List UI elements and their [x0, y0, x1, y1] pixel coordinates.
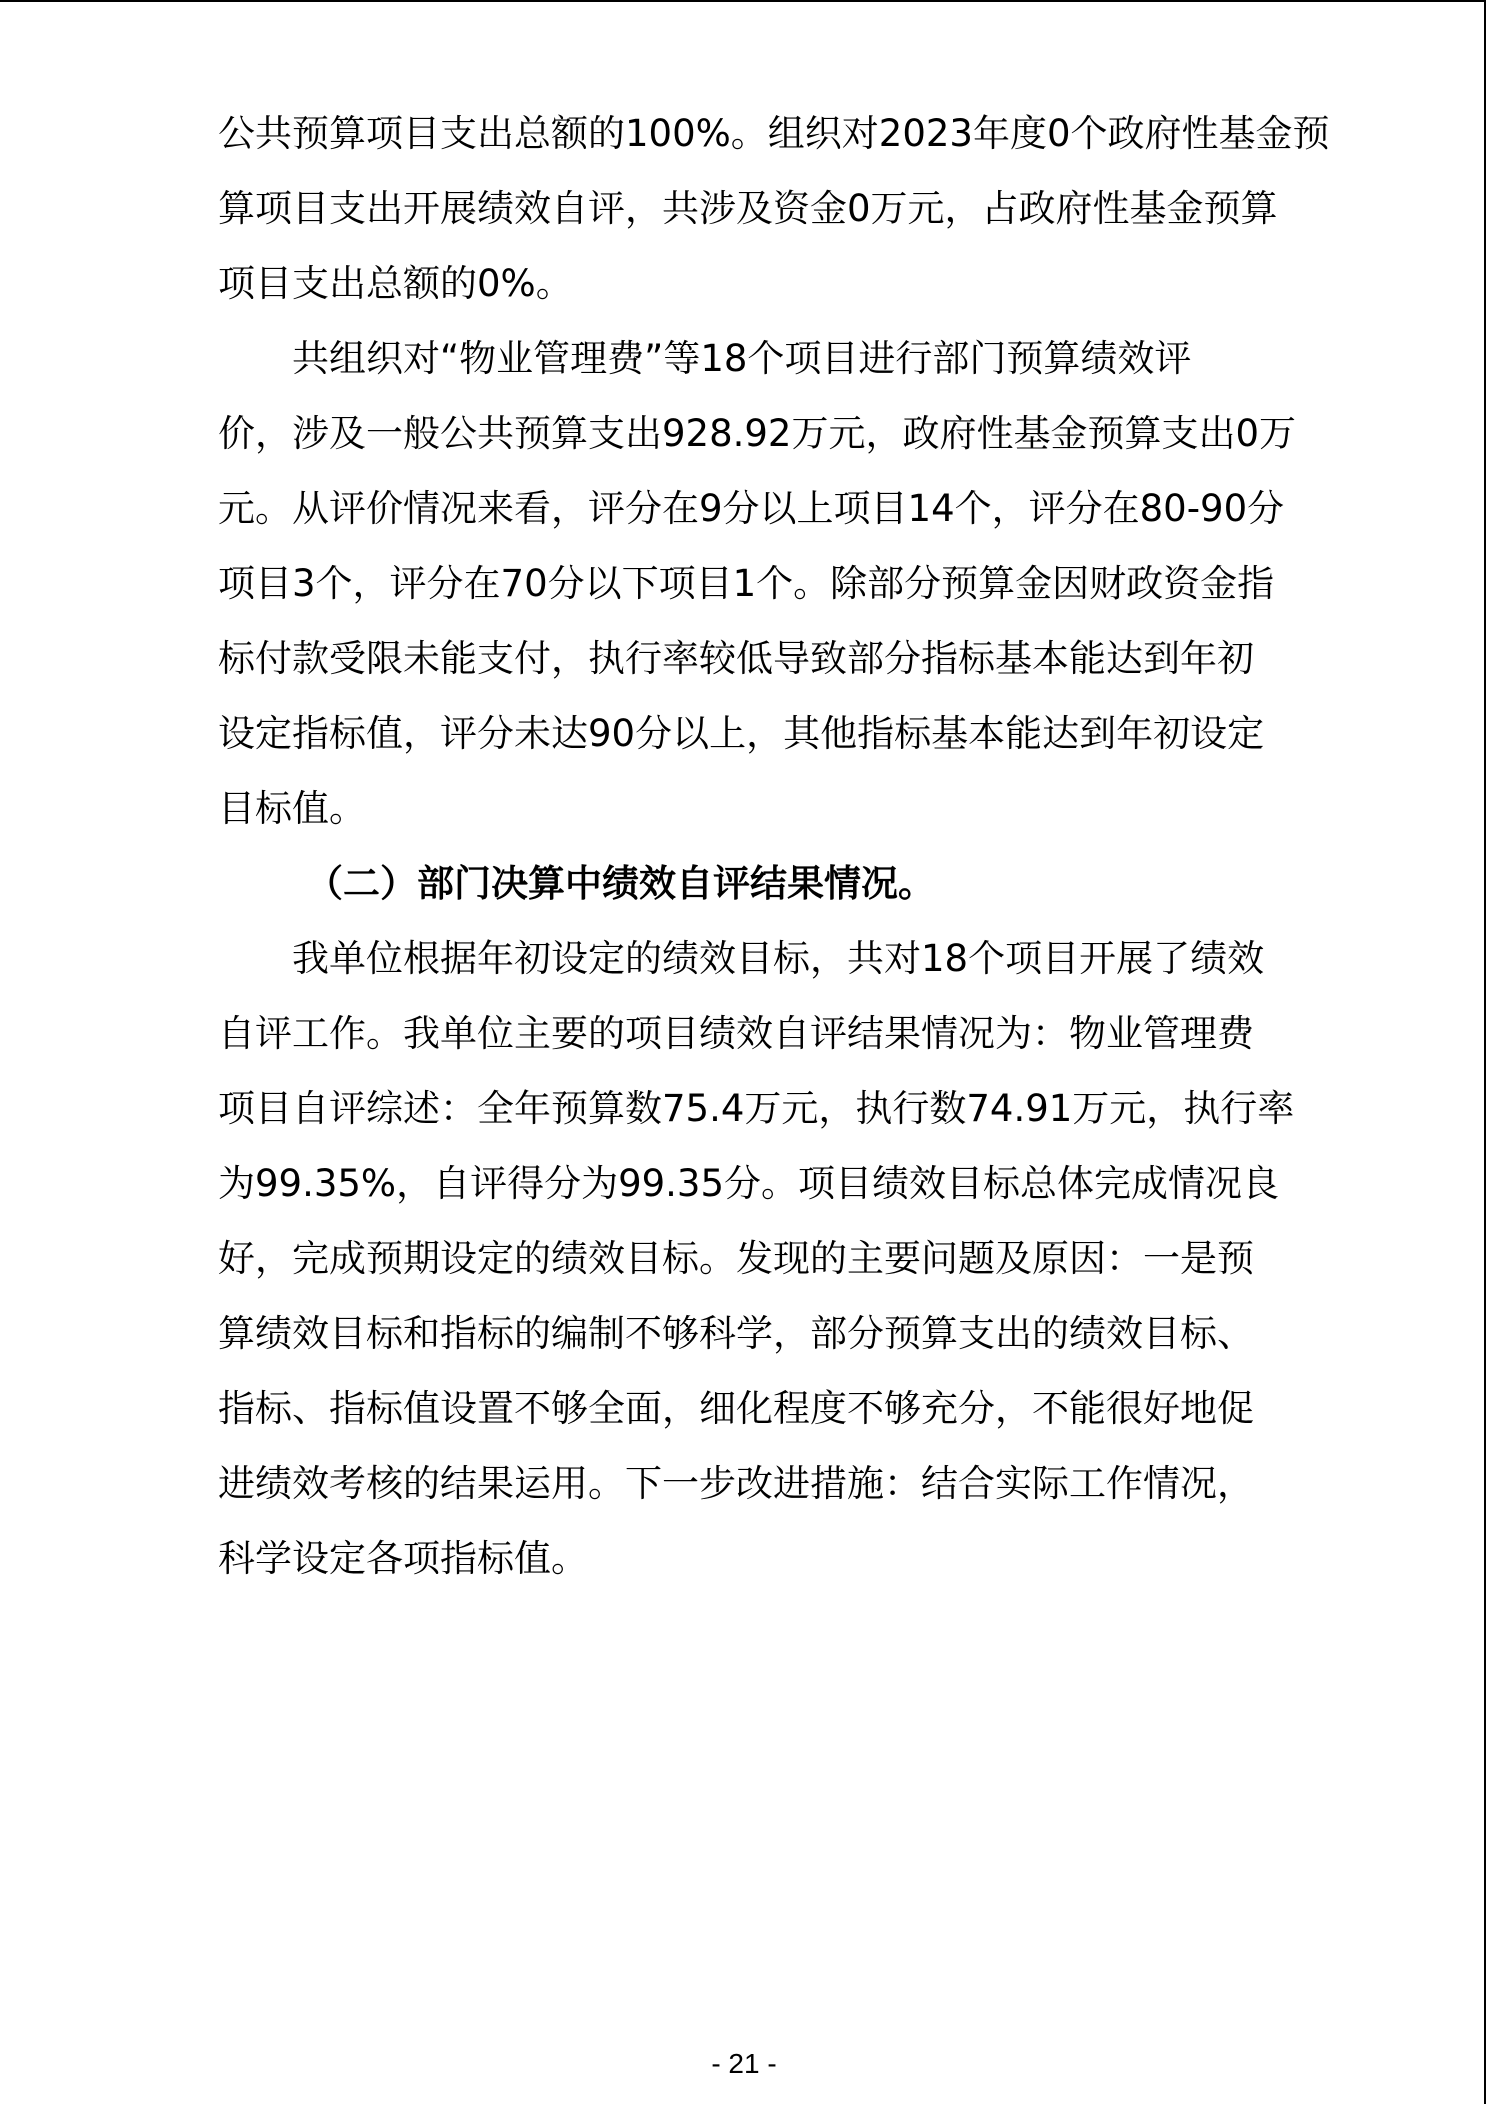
document-body: [218, 96, 1330, 1596]
paragraph-line: 公共预算项目支出总额的100%。组织对2023年度0个政府性基金预: [218, 112, 1330, 155]
paragraph-2: [218, 321, 1297, 846]
paragraph-line: 算项目支出开展绩效自评，共涉及资金0万元，占政府性基金预算: [218, 187, 1278, 230]
paragraph-line: 共组织对“物业管理费”等18个项目进行部门预算绩效评: [292, 337, 1192, 380]
paragraph-line: 价，涉及一般公共预算支出928.92万元，政府性基金预算支出0万: [218, 412, 1297, 455]
paragraph-line: 元。从评价情况来看，评分在9分以上项目14个，评分在80-90分: [218, 487, 1285, 530]
paragraph-line: 科学设定各项指标值。: [218, 1537, 588, 1580]
paragraph-line: 为99.35%，自评得分为99.35分。项目绩效目标总体完成情况良: [218, 1162, 1280, 1205]
paragraph-line: 设定指标值，评分未达90分以上，其他指标基本能达到年初设定: [218, 712, 1265, 755]
paragraph-line: 项目自评综述：全年预算数75.4万元，执行数74.91万元，执行率: [218, 1087, 1295, 1130]
paragraph-line: 项目支出总额的0%。: [218, 262, 573, 305]
paragraph-line: 我单位根据年初设定的绩效目标，共对18个项目开展了绩效: [292, 937, 1265, 980]
paragraph-line: 好，完成预期设定的绩效目标。发现的主要问题及原因：一是预: [218, 1237, 1254, 1280]
page-number: - 21 -: [711, 2048, 777, 2079]
paragraph-line: 指标、指标值设置不够全面，细化程度不够充分，不能很好地促: [218, 1387, 1254, 1430]
paragraph-line: 标付款受限未能支付，执行率较低导致部分指标基本能达到年初: [218, 637, 1254, 680]
paragraph-line: 算绩效目标和指标的编制不够科学，部分预算支出的绩效目标、: [218, 1312, 1254, 1355]
paragraph-1: [218, 96, 1330, 321]
section-heading: （二）部门决算中绩效自评结果情况。: [306, 862, 935, 905]
paragraph-line: 自评工作。我单位主要的项目绩效自评结果情况为：物业管理费: [218, 1012, 1254, 1055]
paragraph-3: [218, 921, 1295, 1596]
paragraph-line: 项目3个，评分在70分以下项目1个。除部分预算金因财政资金指: [218, 562, 1275, 605]
paragraph-line: 进绩效考核的结果运用。下一步改进措施：结合实际工作情况，: [218, 1462, 1254, 1505]
paragraph-line: 目标值。: [218, 787, 366, 830]
